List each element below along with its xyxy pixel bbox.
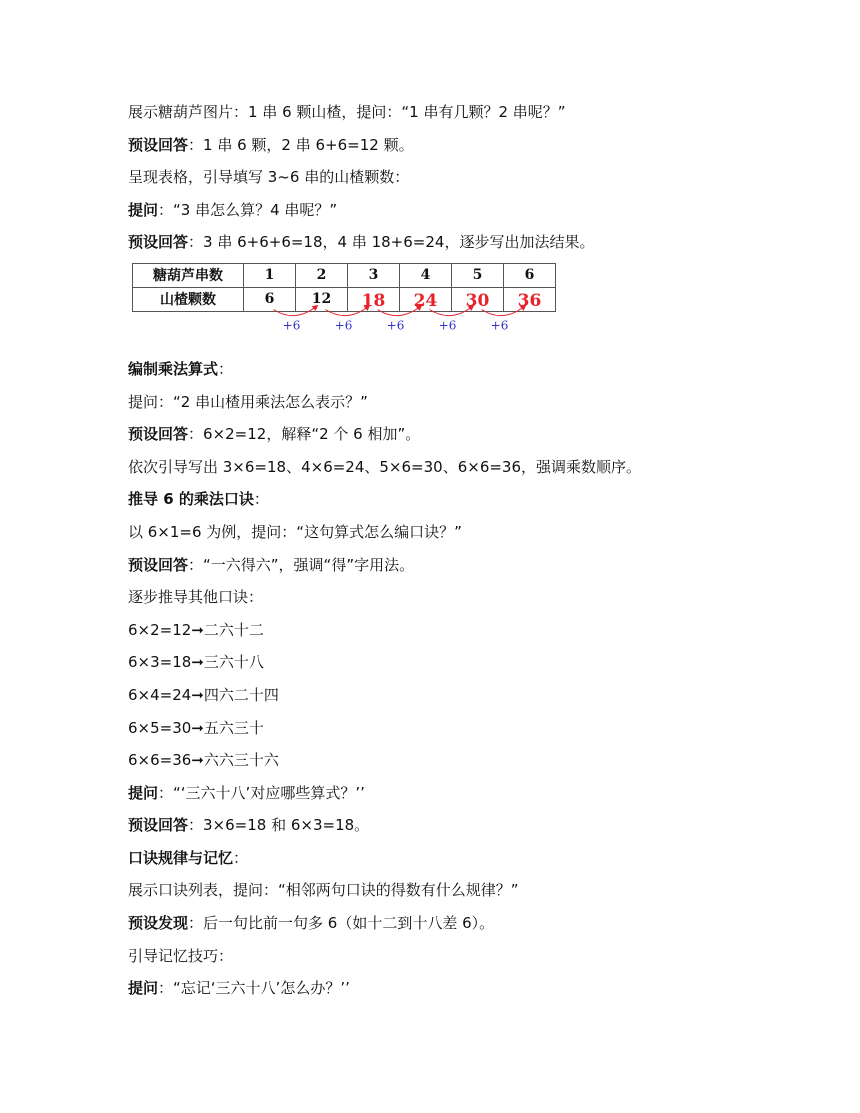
table-cell: 5 bbox=[452, 263, 504, 287]
text-line: 以 6×1=6 为例，提问：“这句算式怎么编口诀？” bbox=[128, 522, 462, 541]
table-cell: 2 bbox=[296, 263, 348, 287]
text-line: 提问：“忘记‘三六十八’怎么办？’’ bbox=[128, 979, 350, 998]
increment-arrow bbox=[482, 305, 526, 315]
text-line: 6×6=36➞六六三十六 bbox=[128, 751, 279, 770]
table-cell-red: 30 bbox=[452, 287, 504, 311]
increment-arrow bbox=[378, 305, 422, 315]
text-line: 口诀规律与记忆： bbox=[128, 848, 249, 867]
text-line: 呈现表格，引导填写 3~6 串的山楂颗数： bbox=[128, 168, 410, 187]
text-line: 展示糖葫芦图片：1 串 6 颗山楂，提问：“1 串有几颗？2 串呢？” bbox=[128, 103, 566, 121]
increment-label: +6 bbox=[386, 318, 405, 333]
document-page bbox=[128, 96, 748, 1005]
text-line: 预设回答：“一六得六”，强调“得”字用法。 bbox=[128, 555, 415, 574]
table-header-count: 糖葫芦串数 bbox=[133, 263, 244, 287]
text-line: 引导记忆技巧： bbox=[128, 946, 234, 965]
text-line: 预设回答：3×6=18 和 6×3=18。 bbox=[128, 816, 370, 835]
text-line: 推导 6 的乘法口诀： bbox=[128, 490, 269, 509]
table-cell: 1 bbox=[244, 263, 296, 287]
text-line: 预设回答：1 串 6 颗，2 串 6+6=12 颗。 bbox=[128, 135, 414, 154]
increment-label: +6 bbox=[490, 318, 509, 333]
table-cell-red: 18 bbox=[348, 287, 400, 311]
table-cell-red: 24 bbox=[400, 287, 452, 311]
increment-label: +6 bbox=[334, 318, 353, 333]
increment-label: +6 bbox=[282, 318, 301, 333]
table-cell: 6 bbox=[504, 263, 556, 287]
table-cell: 4 bbox=[400, 263, 452, 287]
text-line: 6×3=18➞三六十八 bbox=[128, 653, 264, 672]
section-main bbox=[128, 353, 748, 1005]
table-cell: 3 bbox=[348, 263, 400, 287]
text-line: 逐步推导其他口诀： bbox=[128, 588, 264, 607]
text-line: 提问：“2 串山楂用乘法怎么表示？” bbox=[128, 392, 368, 411]
table-cell: 12 bbox=[296, 287, 348, 311]
text-line: 6×4=24➞四六二十四 bbox=[128, 685, 279, 704]
text-line: 6×5=30➞五六三十 bbox=[128, 718, 264, 737]
text-line: 编制乘法算式： bbox=[128, 359, 234, 378]
table-header-value: 山楂颗数 bbox=[133, 287, 244, 311]
text-line: 提问：“‘三六十八’对应哪些算式？’’ bbox=[128, 783, 365, 802]
text-line: 预设发现：后一句比前一句多 6（如十二到十八差 6）。 bbox=[128, 914, 495, 933]
increment-arrow bbox=[274, 305, 318, 315]
increment-arrow bbox=[326, 305, 370, 315]
table-cell-red: 36 bbox=[504, 287, 556, 311]
text-line: 展示口诀列表，提问：“相邻两句口诀的得数有什么规律？” bbox=[128, 881, 519, 900]
text-line: 6×2=12➞二六十二 bbox=[128, 620, 264, 639]
table-cell: 6 bbox=[244, 287, 296, 311]
text-line: 依次引导写出 3×6=18、4×6=24、5×6=30、6×6=36，强调乘数顺序。 bbox=[128, 457, 642, 476]
increment-label: +6 bbox=[438, 318, 457, 333]
hawthorn-table-figure bbox=[128, 263, 748, 341]
increment-arrow bbox=[430, 305, 474, 315]
section-intro bbox=[128, 96, 748, 259]
text-line: 预设回答：6×2=12，解释“2 个 6 相加”。 bbox=[128, 425, 421, 444]
text-line: 预设回答：3 串 6+6+6=18，4 串 18+6=24，逐步写出加法结果。 bbox=[128, 233, 595, 252]
text-line: 提问：“3 串怎么算？4 串呢？” bbox=[128, 200, 338, 219]
increment-arrows bbox=[128, 263, 568, 343]
